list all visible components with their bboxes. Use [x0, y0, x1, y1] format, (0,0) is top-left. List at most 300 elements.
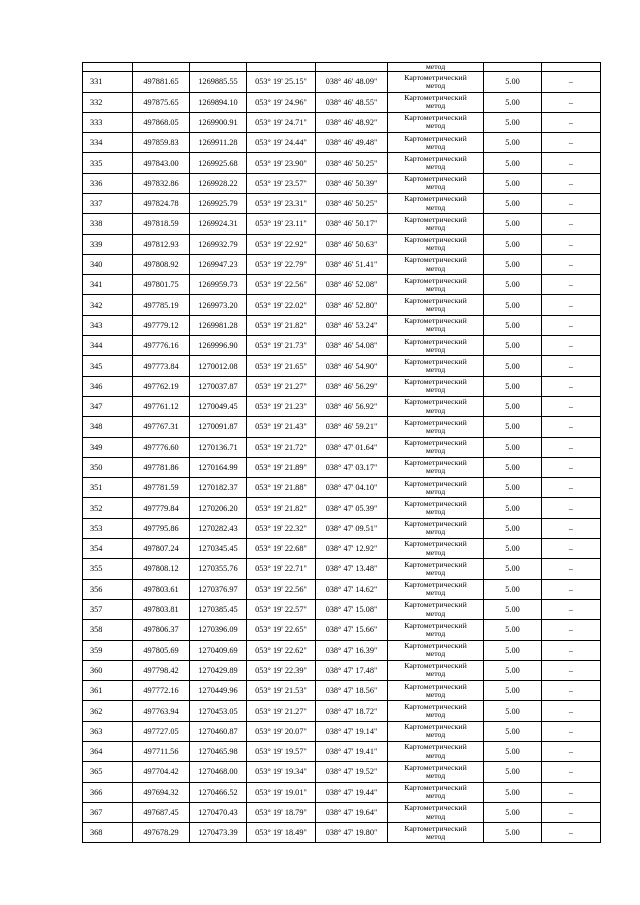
latitude-cell: 053° 19' 21.89" [247, 457, 316, 477]
description-cell: – [542, 762, 601, 782]
point-number-cell: 340 [83, 254, 133, 274]
x-coordinate-cell: 497785.19 [133, 295, 190, 315]
description-cell: – [542, 417, 601, 437]
error-cell: 5.00 [484, 518, 542, 538]
y-coordinate-cell: 1269973.20 [190, 295, 247, 315]
latitude-cell: 053° 19' 22.79" [247, 254, 316, 274]
method-line2-text: метод [425, 162, 446, 172]
method-cell [388, 356, 484, 376]
method-line1-text: Картометрический [404, 620, 467, 630]
longitude-cell: 038° 47' 19.44" [316, 782, 388, 802]
description-cell: – [542, 112, 601, 132]
method-line1-text: Картометрический [404, 356, 467, 366]
longitude-cell: 038° 47' 12.92" [316, 539, 388, 559]
error-cell: 5.00 [484, 234, 542, 254]
y-coordinate-cell: 1269924.31 [190, 214, 247, 234]
longitude-cell: 038° 46' 51.41" [316, 254, 388, 274]
method-cell [388, 498, 484, 518]
longitude-cell: 038° 47' 18.56" [316, 681, 388, 701]
point-number-cell: 345 [83, 356, 133, 376]
method-line2-text: метод [425, 669, 446, 679]
point-number-cell: 364 [83, 742, 133, 762]
description-cell: – [542, 498, 601, 518]
point-number-cell: 365 [83, 762, 133, 782]
longitude-cell: 038° 47' 05.39" [316, 498, 388, 518]
description-cell: – [542, 92, 601, 112]
latitude-cell: 053° 19' 21.43" [247, 417, 316, 437]
error-cell: 5.00 [484, 559, 542, 579]
y-coordinate-cell: 1270091.87 [190, 417, 247, 437]
point-number-cell: 357 [83, 599, 133, 619]
method-line1-text: Картометрический [404, 295, 467, 305]
error-cell: 5.00 [484, 112, 542, 132]
latitude-cell: 053° 19' 21.27" [247, 701, 316, 721]
latitude-cell: 053° 19' 22.39" [247, 660, 316, 680]
longitude-cell: 038° 47' 16.39" [316, 640, 388, 660]
latitude-cell: 053° 19' 22.62" [247, 640, 316, 660]
latitude-cell: 053° 19' 23.57" [247, 173, 316, 193]
y-coordinate-cell: 1270409.69 [190, 640, 247, 660]
method-line1-text: Картометрический [404, 336, 467, 346]
error-cell: 5.00 [484, 701, 542, 721]
longitude-cell: 038° 46' 50.17" [316, 214, 388, 234]
longitude-cell: 038° 47' 04.10" [316, 478, 388, 498]
method-cell [388, 599, 484, 619]
y-coordinate-cell: 1270136.71 [190, 437, 247, 457]
longitude-cell: 038° 47' 01.64" [316, 437, 388, 457]
coordinates-table [82, 62, 601, 843]
description-cell: – [542, 275, 601, 295]
y-coordinate-cell: 1269947.23 [190, 254, 247, 274]
x-coordinate-cell: 497704.42 [133, 762, 190, 782]
x-coordinate-cell: 497805.69 [133, 640, 190, 660]
latitude-cell: 053° 19' 21.53" [247, 681, 316, 701]
table-row [83, 478, 601, 498]
table-row [83, 396, 601, 416]
method-cell [388, 295, 484, 315]
y-coordinate-cell: 1270460.87 [190, 721, 247, 741]
longitude-cell: 038° 47' 03.17" [316, 457, 388, 477]
error-cell: 5.00 [484, 72, 542, 92]
method-line2-text: метод [425, 425, 446, 435]
method-line2-text: метод [425, 405, 446, 415]
table-row [83, 234, 601, 254]
method-cell [388, 640, 484, 660]
y-coordinate-cell: 1270468.00 [190, 762, 247, 782]
method-line1-text: Картометрический [404, 539, 467, 549]
latitude-cell: 053° 19' 22.56" [247, 579, 316, 599]
x-coordinate-cell: 497812.93 [133, 234, 190, 254]
y-coordinate-cell: 1269911.28 [190, 133, 247, 153]
description-cell: – [542, 234, 601, 254]
y-coordinate-cell: 1270453.05 [190, 701, 247, 721]
method-cell [388, 133, 484, 153]
description-cell: – [542, 742, 601, 762]
method-line2-text: метод [425, 101, 446, 111]
y-coordinate-cell: 1270282.43 [190, 518, 247, 538]
method-line1-text: Картометрический [404, 823, 467, 833]
x-coordinate-cell: 497772.16 [133, 681, 190, 701]
latitude-cell: 053° 19' 18.79" [247, 802, 316, 822]
method-line1-text: Картометрический [404, 214, 467, 224]
table-row [83, 153, 601, 173]
description-cell: – [542, 782, 601, 802]
latitude-cell: 053° 19' 22.32" [247, 518, 316, 538]
table-row [83, 336, 601, 356]
description-cell: – [542, 640, 601, 660]
error-cell: 5.00 [484, 782, 542, 802]
error-cell: 5.00 [484, 478, 542, 498]
longitude-cell: 038° 47' 13.48" [316, 559, 388, 579]
latitude-cell: 053° 19' 21.73" [247, 336, 316, 356]
coordinates-table-body [83, 63, 601, 843]
table-row [83, 640, 601, 660]
y-coordinate-cell: 1270355.76 [190, 559, 247, 579]
x-coordinate-cell: 497808.12 [133, 559, 190, 579]
method-cell [388, 376, 484, 396]
latitude-cell: 053° 19' 25.15" [247, 72, 316, 92]
method-cell [388, 275, 484, 295]
description-cell: – [542, 437, 601, 457]
description-cell: – [542, 599, 601, 619]
description-cell: – [542, 518, 601, 538]
x-coordinate-cell: 497843.00 [133, 153, 190, 173]
point-number-cell: 368 [83, 823, 133, 843]
table-row [83, 721, 601, 741]
error-cell: 5.00 [484, 336, 542, 356]
point-number-cell: 346 [83, 376, 133, 396]
y-coordinate-cell: 1269981.28 [190, 315, 247, 335]
point-number-cell: 356 [83, 579, 133, 599]
table-row [83, 539, 601, 559]
error-cell: 5.00 [484, 173, 542, 193]
point-number-cell: 349 [83, 437, 133, 457]
method-line2-text: метод [425, 811, 446, 821]
point-number-cell: 353 [83, 518, 133, 538]
table-row [83, 823, 601, 843]
method-line1-text: Картометрический [404, 580, 467, 590]
table-row [83, 275, 601, 295]
method-line1-text: Картометрический [404, 559, 467, 569]
description-cell: – [542, 254, 601, 274]
latitude-cell: 053° 19' 21.27" [247, 376, 316, 396]
point-number-cell: 361 [83, 681, 133, 701]
table-row [83, 356, 601, 376]
y-coordinate-cell: 1270206.20 [190, 498, 247, 518]
x-coordinate-cell: 497779.84 [133, 498, 190, 518]
method-line1-text: Картометрический [404, 92, 467, 102]
error-cell: 5.00 [484, 599, 542, 619]
method-line2-text: метод [425, 80, 446, 90]
table-row [83, 437, 601, 457]
longitude-cell: 038° 46' 50.39" [316, 173, 388, 193]
method-line1-text: Картометрический [404, 661, 467, 671]
method-line2-text: метод [425, 689, 446, 699]
table-row [83, 214, 601, 234]
table-row [83, 315, 601, 335]
table-row [83, 92, 601, 112]
table-row [83, 802, 601, 822]
error-cell: 5.00 [484, 802, 542, 822]
table-row [83, 193, 601, 213]
method-line2-text: метод [425, 730, 446, 740]
error-cell: 5.00 [484, 315, 542, 335]
error-cell: 5.00 [484, 396, 542, 416]
method-line1-text: Картометрический [404, 478, 467, 488]
longitude-cell: 038° 46' 48.55" [316, 92, 388, 112]
latitude-cell: 053° 19' 21.72" [247, 437, 316, 457]
method-line1-text: Картометрический [404, 762, 467, 772]
error-cell: 5.00 [484, 376, 542, 396]
latitude-cell: 053° 19' 19.34" [247, 762, 316, 782]
description-cell: – [542, 315, 601, 335]
method-line1-text: Картометрический [404, 498, 467, 508]
error-cell: 5.00 [484, 193, 542, 213]
method-line1-text: Картометрический [404, 113, 467, 123]
latitude-cell: 053° 19' 23.31" [247, 193, 316, 213]
x-coordinate-cell: 497801.75 [133, 275, 190, 295]
x-coordinate-cell: 497767.31 [133, 417, 190, 437]
method-line1-text: Картометрический [404, 316, 467, 326]
point-number-cell: 363 [83, 721, 133, 741]
method-cell [388, 559, 484, 579]
description-cell: – [542, 457, 601, 477]
description-cell: – [542, 153, 601, 173]
y-coordinate-cell: 1270049.45 [190, 396, 247, 416]
method-cell [388, 802, 484, 822]
table-row [83, 72, 601, 92]
method-line2-text: метод [425, 649, 446, 659]
description-cell: – [542, 336, 601, 356]
x-coordinate-cell: 497798.42 [133, 660, 190, 680]
description-cell: – [542, 660, 601, 680]
method-line1-text: Картометрический [404, 722, 467, 732]
longitude-cell: 038° 46' 56.29" [316, 376, 388, 396]
method-cell [388, 234, 484, 254]
method-line1-text: Картометрический [404, 519, 467, 529]
x-coordinate-cell: 497806.37 [133, 620, 190, 640]
point-number-cell: 360 [83, 660, 133, 680]
longitude-cell: 038° 47' 17.48" [316, 660, 388, 680]
point-number-cell: 333 [83, 112, 133, 132]
latitude-cell: 053° 19' 21.65" [247, 356, 316, 376]
method-line1-text: Картометрический [404, 275, 467, 285]
longitude-cell: 038° 46' 53.24" [316, 315, 388, 335]
method-line2-text: метод [425, 770, 446, 780]
y-coordinate-cell: 1270012.08 [190, 356, 247, 376]
method-line2-text: метод [425, 243, 446, 253]
point-number-cell: 336 [83, 173, 133, 193]
method-line1-text: Картометрический [404, 194, 467, 204]
method-line2-text: метод [425, 304, 446, 314]
method-line2-text: метод [425, 446, 446, 456]
error-cell: 5.00 [484, 681, 542, 701]
table-row [83, 620, 601, 640]
latitude-cell: 053° 19' 22.92" [247, 234, 316, 254]
error-cell: 5.00 [484, 254, 542, 274]
method-line1-text: Картометрический [404, 377, 467, 387]
description-cell: – [542, 579, 601, 599]
error-cell: 5.00 [484, 417, 542, 437]
latitude-cell: 053° 19' 20.07" [247, 721, 316, 741]
y-coordinate-cell: 1269932.79 [190, 234, 247, 254]
x-coordinate-cell: 497807.24 [133, 539, 190, 559]
y-coordinate-cell: 1270345.45 [190, 539, 247, 559]
point-number-cell: 367 [83, 802, 133, 822]
x-coordinate-cell: 497881.65 [133, 72, 190, 92]
point-number-cell: 344 [83, 336, 133, 356]
latitude-cell: 053° 19' 21.82" [247, 498, 316, 518]
description-cell: – [542, 701, 601, 721]
latitude-cell: 053° 19' 23.11" [247, 214, 316, 234]
method-cell [388, 518, 484, 538]
method-line1-text: Картометрический [404, 701, 467, 711]
x-coordinate-cell: 497818.59 [133, 214, 190, 234]
method-line1-text: Картометрический [404, 783, 467, 793]
longitude-cell: 038° 47' 19.14" [316, 721, 388, 741]
description-cell: – [542, 721, 601, 741]
x-coordinate-cell: 497803.61 [133, 579, 190, 599]
description-cell: – [542, 72, 601, 92]
method-line1-text: Картометрический [404, 255, 467, 265]
error-cell: 5.00 [484, 295, 542, 315]
method-line2-text: метод [425, 141, 446, 151]
description-cell: – [542, 214, 601, 234]
y-coordinate-cell: 1269925.79 [190, 193, 247, 213]
table-row [83, 417, 601, 437]
document-page [82, 62, 600, 843]
latitude-cell: 053° 19' 22.56" [247, 275, 316, 295]
latitude-cell: 053° 19' 21.82" [247, 315, 316, 335]
longitude-cell: 038° 46' 54.08" [316, 336, 388, 356]
method-line2-text: метод [425, 791, 446, 801]
longitude-cell: 038° 47' 19.41" [316, 742, 388, 762]
error-cell: 5.00 [484, 92, 542, 112]
method-line2-text: метод [425, 831, 446, 841]
y-coordinate-cell: 1270465.98 [190, 742, 247, 762]
x-coordinate-cell: 497762.19 [133, 376, 190, 396]
x-coordinate-cell: 497727.05 [133, 721, 190, 741]
method-line2-text: метод [425, 121, 446, 131]
latitude-cell: 053° 19' 23.90" [247, 153, 316, 173]
point-number-cell: 348 [83, 417, 133, 437]
latitude-cell: 053° 19' 19.01" [247, 782, 316, 802]
method-line1-text: Картометрический [404, 803, 467, 813]
method-cell [388, 660, 484, 680]
x-coordinate-cell: 497875.65 [133, 92, 190, 112]
method-line2-text: метод [425, 750, 446, 760]
method-cell [388, 721, 484, 741]
method-cell [388, 437, 484, 457]
method-line1-text: Картометрический [404, 72, 467, 82]
longitude-cell: 038° 46' 49.48" [316, 133, 388, 153]
table-row [83, 376, 601, 396]
y-coordinate-cell: 1269894.10 [190, 92, 247, 112]
longitude-cell: 038° 46' 50.25" [316, 193, 388, 213]
method-line2-text: метод [425, 628, 446, 638]
y-coordinate-cell: 1270473.39 [190, 823, 247, 843]
method-line2-text: метод [425, 486, 446, 496]
error-cell: 5.00 [484, 579, 542, 599]
method-line1-text: Картометрический [404, 681, 467, 691]
method-line2-text: метод [425, 202, 446, 212]
method-cell [388, 742, 484, 762]
table-row [83, 112, 601, 132]
point-number-cell: 366 [83, 782, 133, 802]
y-coordinate-cell: 1270396.09 [190, 620, 247, 640]
table-row [83, 295, 601, 315]
method-cell [388, 193, 484, 213]
table-row [83, 701, 601, 721]
x-coordinate-cell: 497779.12 [133, 315, 190, 335]
x-coordinate-cell: 497694.32 [133, 782, 190, 802]
method-line2-text: метод [425, 324, 446, 334]
method-line2-text: метод [425, 466, 446, 476]
longitude-cell: 038° 47' 19.64" [316, 802, 388, 822]
method-line2-text: метод [425, 527, 446, 537]
error-cell: 5.00 [484, 762, 542, 782]
y-coordinate-cell: 1269959.73 [190, 275, 247, 295]
x-coordinate-cell: 497832.86 [133, 173, 190, 193]
error-cell: 5.00 [484, 133, 542, 153]
method-line2-text: метод [425, 588, 446, 598]
point-number-cell: 331 [83, 72, 133, 92]
table-row [83, 742, 601, 762]
point-number-cell: 355 [83, 559, 133, 579]
longitude-cell: 038° 47' 19.52" [316, 762, 388, 782]
point-number-cell: 358 [83, 620, 133, 640]
error-cell: 5.00 [484, 457, 542, 477]
x-coordinate-cell: 497776.60 [133, 437, 190, 457]
x-coordinate-cell: 497761.12 [133, 396, 190, 416]
x-coordinate-cell: 497678.29 [133, 823, 190, 843]
point-number-cell: 350 [83, 457, 133, 477]
longitude-cell: 038° 47' 09.51" [316, 518, 388, 538]
point-number-cell: 335 [83, 153, 133, 173]
method-cell [388, 112, 484, 132]
description-cell: – [542, 173, 601, 193]
error-cell: 5.00 [484, 640, 542, 660]
longitude-cell: 038° 46' 48.09" [316, 72, 388, 92]
latitude-cell: 053° 19' 21.88" [247, 478, 316, 498]
y-coordinate-cell: 1269925.68 [190, 153, 247, 173]
table-row [83, 681, 601, 701]
longitude-cell: 038° 47' 15.08" [316, 599, 388, 619]
point-number-cell: 352 [83, 498, 133, 518]
method-line1-text: Картометрический [404, 153, 467, 163]
x-coordinate-cell: 497781.86 [133, 457, 190, 477]
error-cell: 5.00 [484, 620, 542, 640]
method-line1-text: Картометрический [404, 133, 467, 143]
error-cell: 5.00 [484, 214, 542, 234]
longitude-cell: 038° 46' 52.08" [316, 275, 388, 295]
point-number-cell: 338 [83, 214, 133, 234]
error-cell: 5.00 [484, 437, 542, 457]
method-cell [388, 72, 484, 92]
x-coordinate-cell: 497781.59 [133, 478, 190, 498]
point-number-cell: 332 [83, 92, 133, 112]
method-line2-text: метод [425, 182, 446, 192]
method-cell [388, 539, 484, 559]
method-cell [388, 396, 484, 416]
y-coordinate-cell: 1270470.43 [190, 802, 247, 822]
method-cell [388, 92, 484, 112]
point-number-cell: 339 [83, 234, 133, 254]
x-coordinate-cell: 497808.92 [133, 254, 190, 274]
y-coordinate-cell: 1270429.89 [190, 660, 247, 680]
table-row [83, 518, 601, 538]
x-coordinate-cell: 497773.84 [133, 356, 190, 376]
